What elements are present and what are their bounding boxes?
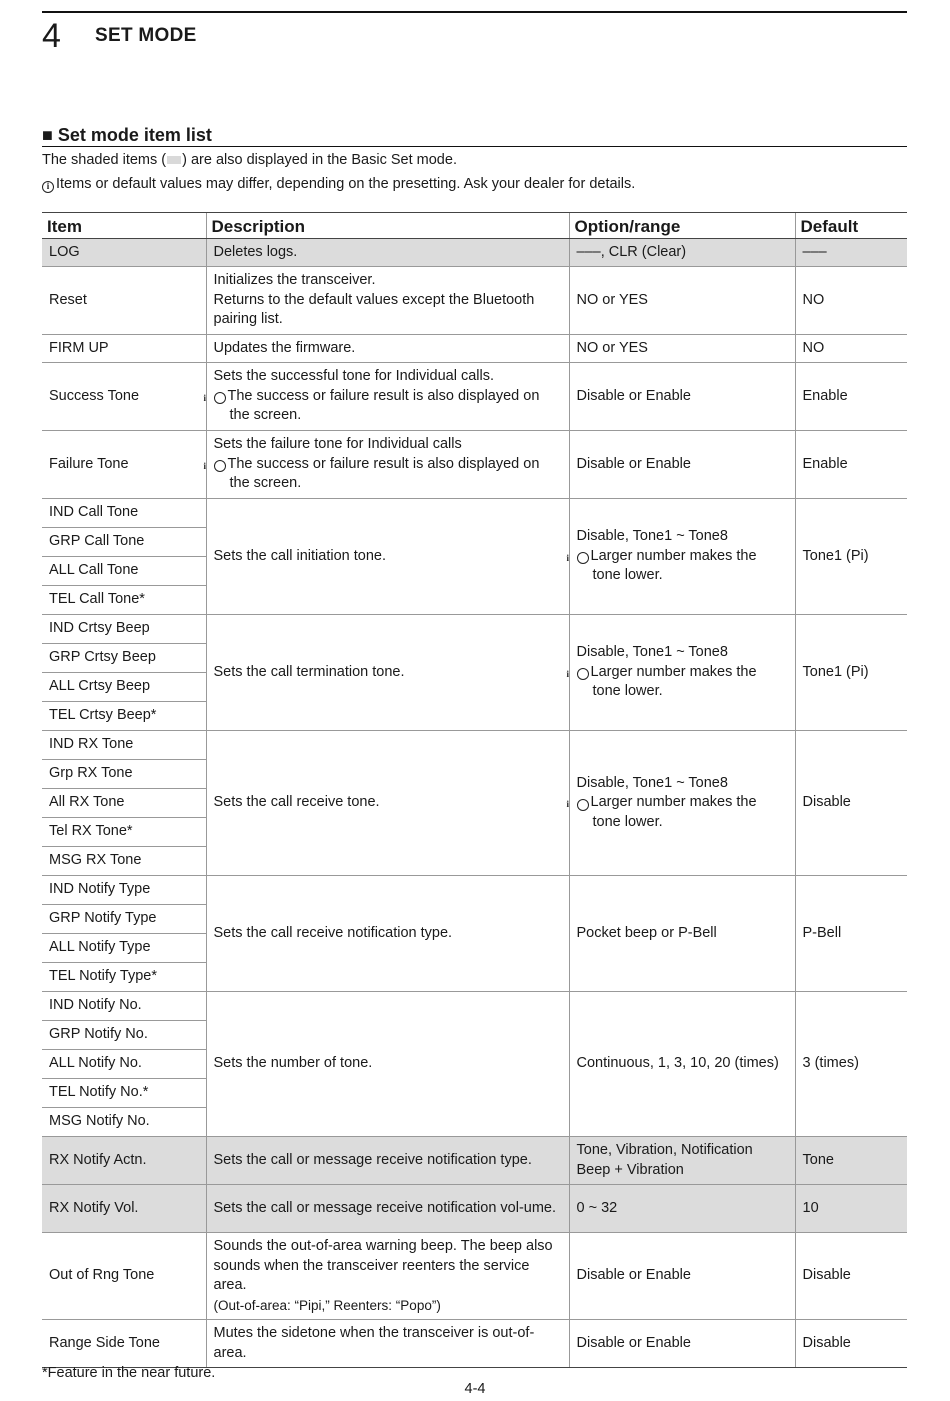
item-cell: Grp RX Tone [42,760,206,789]
table-row [42,499,907,528]
option-cell: NO or YES [569,335,795,363]
item-cell: GRP Notify Type [42,905,206,934]
description-cell: Sets the call receive tone. [206,731,569,876]
description-cell: Sets the call termination tone. [206,615,569,731]
item-cell: ALL Call Tone [42,557,206,586]
description-cell: Sets the call receive notification type. [206,876,569,992]
option-cell: Disable or Enable [569,363,795,431]
description-cell: Sets the call or message receive notification type. [206,1137,569,1185]
item-cell: IND Notify Type [42,876,206,905]
item-cell: IND Crtsy Beep [42,615,206,644]
item-cell: ALL Crtsy Beep [42,673,206,702]
header-description: Description [206,213,569,239]
description-cell: Mutes the sidetone when the transceiver is out-of-area. [206,1320,569,1368]
table-row [42,335,907,363]
item-cell: All RX Tone [42,789,206,818]
default-cell: NO [795,267,907,335]
default-cell: 10 [795,1185,907,1233]
footnote: *Feature in the near future. [42,1365,216,1381]
table-row [42,615,907,644]
item-cell: MSG RX Tone [42,847,206,876]
header-default: Default [795,213,907,239]
default-cell: Disable [795,731,907,876]
item-cell: IND RX Tone [42,731,206,760]
item-cell: RX Notify Actn. [42,1137,206,1185]
table-row [42,1320,907,1368]
item-cell: Out of Rng Tone [42,1233,206,1320]
default-cell: Tone1 (Pi) [795,499,907,615]
info-icon: i [577,552,589,564]
item-cell: TEL Notify No.* [42,1079,206,1108]
description-cell: Sets the failure tone for Individual calls i The success or failure result is also displayed on the screen. [206,431,569,499]
item-cell: Range Side Tone [42,1320,206,1368]
table-row [42,1233,907,1320]
item-cell: FIRM UP [42,335,206,363]
table-row [42,363,907,431]
chapter-number: 4 [42,17,61,55]
option-cell: Pocket beep or P-Bell [569,876,795,992]
table-row [42,731,907,760]
shade-swatch-icon [167,156,181,164]
default-cell: Disable [795,1233,907,1320]
page-number: 4-4 [464,1381,486,1397]
default-cell: Disable [795,1320,907,1368]
description-cell: Deletes logs. [206,239,569,267]
table-row [42,992,907,1021]
table-row [42,1185,907,1233]
option-cell: Disable, Tone1 ~ Tone8 i Larger number makes the tone lower. [569,731,795,876]
header-rule [42,11,907,13]
item-cell: IND Notify No. [42,992,206,1021]
item-cell: TEL Crtsy Beep* [42,702,206,731]
item-cell: Failure Tone [42,431,206,499]
default-cell: Enable [795,363,907,431]
description-cell: Sounds the out-of-area warning beep. The beep also sounds when the transceiver reenters the service area. (Out-of-area: “Pipi,” Reenters: “Popo”) [206,1233,569,1320]
item-cell: Reset [42,267,206,335]
table-row [42,1137,907,1185]
default-cell: Tone [795,1137,907,1185]
header-option: Option/range [569,213,795,239]
item-cell: GRP Notify No. [42,1021,206,1050]
table-row [42,239,907,267]
description-cell: Sets the number of tone. [206,992,569,1137]
option-cell: NO or YES [569,267,795,335]
header-item: Item [42,213,206,239]
info-icon: i [42,181,54,193]
info-icon: i [577,668,589,680]
option-cell: Disable, Tone1 ~ Tone8 i Larger number makes the tone lower. [569,499,795,615]
item-cell: TEL Call Tone* [42,586,206,615]
option-cell: Continuous, 1, 3, 10, 20 (times) [569,992,795,1137]
option-cell: Disable, Tone1 ~ Tone8 i Larger number makes the tone lower. [569,615,795,731]
default-cell: P-Bell [795,876,907,992]
item-cell: GRP Crtsy Beep [42,644,206,673]
option-cell: Tone, Vibration, Notification Beep + Vibration [569,1137,795,1185]
item-cell: ALL Notify No. [42,1050,206,1079]
description-cell: Updates the firmware. [206,335,569,363]
info-icon: i [214,460,226,472]
table-row [42,267,907,335]
table-row [42,431,907,499]
description-cell: Sets the successful tone for Individual calls. i The success or failure result is also displayed on the screen. [206,363,569,431]
intro-text: The shaded items ( ) are also displayed in the Basic Set mode. [42,152,457,168]
default-cell: Enable [795,431,907,499]
table-row [42,876,907,905]
option-cell: –––, CLR (Clear) [569,239,795,267]
option-cell: Disable or Enable [569,1233,795,1320]
default-cell: Tone1 (Pi) [795,615,907,731]
item-cell: Success Tone [42,363,206,431]
option-cell: Disable or Enable [569,1320,795,1368]
default-cell: 3 (times) [795,992,907,1137]
description-cell: Sets the call or message receive notification vol-ume. [206,1185,569,1233]
info-icon: i [214,392,226,404]
item-cell: TEL Notify Type* [42,963,206,992]
intro-note: i Items or default values may differ, depending on the presetting. Ask your dealer for details. [42,175,635,193]
set-mode-table [42,212,907,1368]
item-cell: GRP Call Tone [42,528,206,557]
info-icon: i [577,799,589,811]
description-cell: Initializes the transceiver. Returns to the default values except the Bluetooth pairing list. [206,267,569,335]
description-cell: Sets the call initiation tone. [206,499,569,615]
item-cell: IND Call Tone [42,499,206,528]
table-header-row [42,213,907,239]
default-cell: NO [795,335,907,363]
section-title: ■ Set mode item list [42,124,907,147]
item-cell: RX Notify Vol. [42,1185,206,1233]
option-cell: Disable or Enable [569,431,795,499]
option-cell: 0 ~ 32 [569,1185,795,1233]
item-cell: MSG Notify No. [42,1108,206,1137]
item-cell: ALL Notify Type [42,934,206,963]
chapter-title: SET MODE [95,25,197,46]
item-cell: LOG [42,239,206,267]
default-cell: ––– [795,239,907,267]
item-cell: Tel RX Tone* [42,818,206,847]
